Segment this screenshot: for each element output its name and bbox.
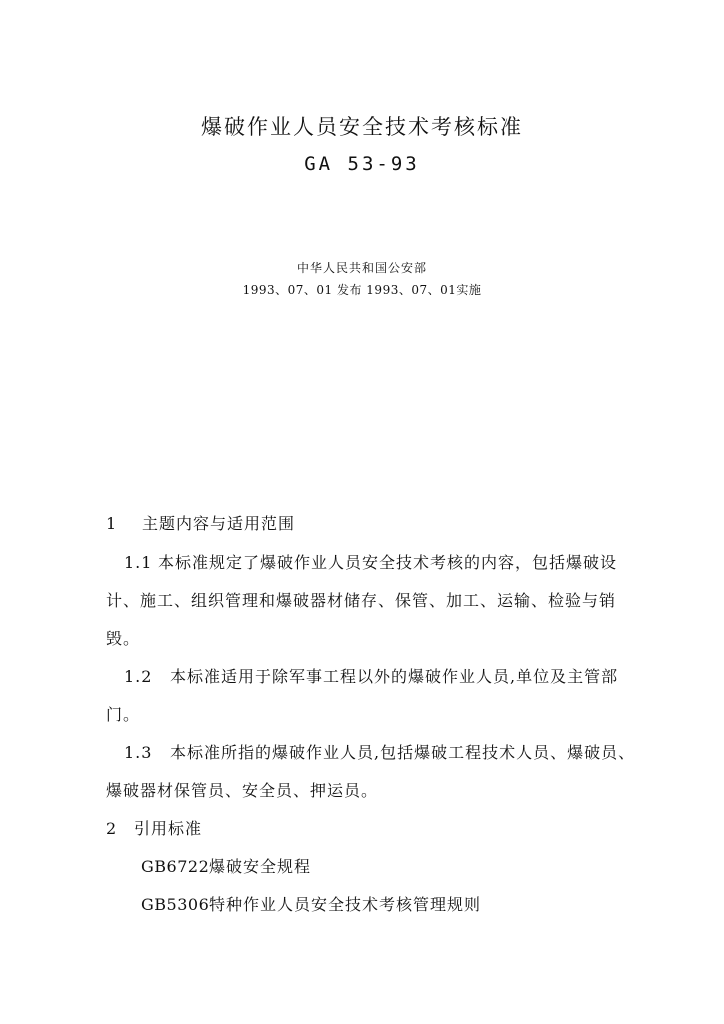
clause-1-3-line-1 [124, 741, 635, 765]
reference-code: GB5306 [141, 895, 210, 914]
standard-code: GA 53-93 [304, 153, 420, 175]
clause-1-1-line-2: 计、施工、组织管理和爆破器材储存、保管、加工、运输、检验与销 [106, 591, 617, 610]
clause-text: 本标准适用于除军事工程以外的爆破作业人员,单位及主管部 [170, 667, 619, 686]
section-title: 主题内容与适用范围 [142, 514, 296, 533]
reference-name: 爆破安全规程 [209, 857, 312, 876]
section-1-heading [106, 512, 295, 536]
clause-1-2-line-2: 门。 [106, 705, 141, 724]
clause-number: 1.3 [124, 743, 153, 762]
publish-dates: 1993、07、01 发布 1993、07、01实施 [242, 283, 482, 297]
clause-1-2-line-1 [124, 665, 618, 689]
clause-text: 本标准所指的爆破作业人员,包括爆破工程技术人员、爆破员、 [170, 743, 636, 762]
clause-number: 1.2 [124, 667, 153, 686]
reference-name: 特种作业人员安全技术考核管理规则 [209, 895, 482, 914]
section-number: 1 [106, 514, 118, 533]
section-2-heading [106, 817, 202, 841]
clause-number: 1.1 [124, 553, 153, 572]
reference-code: GB6722 [141, 857, 210, 876]
reference-item [141, 855, 311, 879]
clause-1-1-line-1 [124, 551, 617, 575]
section-title: 引用标准 [134, 819, 203, 838]
clause-1-1-line-3: 毁。 [106, 629, 141, 648]
clause-text: 本标准规定了爆破作业人员安全技术考核的内容，包括爆破设 [158, 553, 618, 572]
section-number: 2 [106, 819, 118, 838]
document-title: 爆破作业人员安全技术考核标准 [201, 115, 523, 139]
reference-item [141, 893, 481, 917]
issuing-authority: 中华人民共和国公安部 [296, 261, 427, 275]
clause-1-3-line-2: 爆破器材保管员、安全员、押运员。 [106, 781, 379, 800]
